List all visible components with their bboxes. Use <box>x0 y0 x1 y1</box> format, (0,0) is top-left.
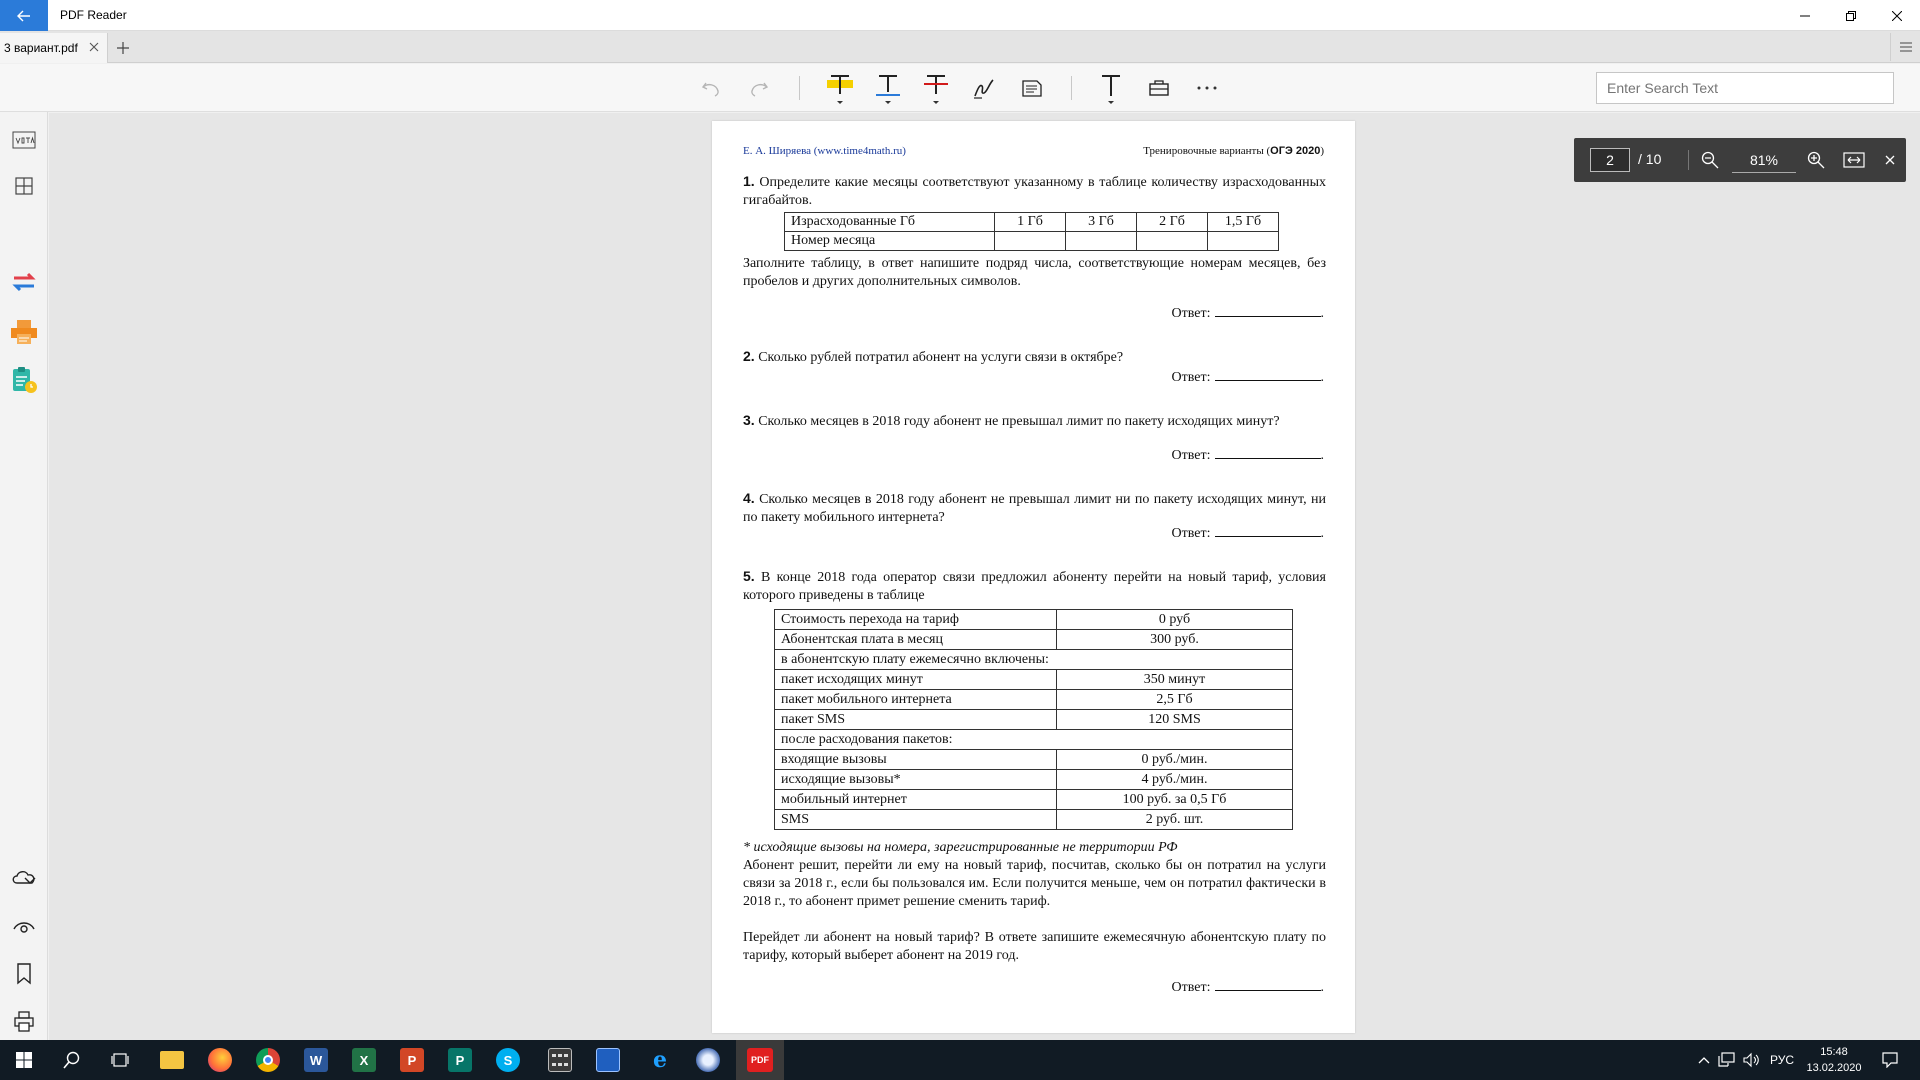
close-icon <box>1885 155 1895 165</box>
question-5-paragraph-2: Перейдет ли абонент на новый тариф? В ответе запишите ежемесячную абонентскую плату по тарифу, который выберет абонент на 2019 год. <box>743 930 1326 963</box>
print-tool-button[interactable] <box>6 314 42 350</box>
back-button[interactable] <box>0 0 48 31</box>
table-cell: входящие вызовы <box>775 750 1057 770</box>
months-table <box>784 212 1279 251</box>
tab-strip <box>0 31 1920 63</box>
taskbar-app[interactable] <box>684 1040 732 1080</box>
taskbar-chrome[interactable] <box>244 1040 292 1080</box>
table-cell: Абонентская плата в месяц <box>775 630 1057 650</box>
taskbar-skype[interactable] <box>484 1040 532 1080</box>
zoom-in-icon <box>1807 151 1825 169</box>
more-icon <box>1195 85 1219 91</box>
strikethrough-button[interactable] <box>918 70 954 106</box>
table-cell: мобильный интернет <box>775 790 1057 810</box>
table-cell: 2 руб. шт. <box>1057 810 1293 830</box>
left-rail <box>0 112 48 1040</box>
question-text: Сколько месяцев в 2018 году абонент не превышал лимит ни по пакету исходящих минут, ни по пакету мобильного интернета? <box>743 492 1326 525</box>
volume-button[interactable] <box>1740 1040 1762 1080</box>
question-text: Сколько рублей потратил абонент на услуги связи в октябре? <box>754 350 1124 365</box>
powerpoint-icon: P <box>400 1048 424 1072</box>
clipboard-clock-icon <box>10 365 38 395</box>
zoom-out-icon <box>1701 151 1719 169</box>
word-icon: W <box>304 1048 328 1072</box>
print-button[interactable] <box>6 1004 42 1040</box>
question-1 <box>743 172 1326 210</box>
pdf-page <box>712 121 1355 1033</box>
speaker-icon <box>1742 1052 1760 1068</box>
taskbar-powerpoint[interactable] <box>388 1040 436 1080</box>
firefox-icon <box>208 1048 232 1072</box>
question-number: 2. <box>743 348 755 364</box>
table-cell: 1 Гб <box>995 213 1066 232</box>
tray-expand-button[interactable] <box>1694 1040 1714 1080</box>
bookmarks-panel-button[interactable] <box>6 122 42 158</box>
chart-app-icon <box>596 1048 620 1072</box>
table-row <box>775 810 1293 830</box>
page-header-author: Е. А. Ширяева (www.time4math.ru) <box>743 145 906 157</box>
document-viewer[interactable] <box>49 113 1920 1040</box>
search-input[interactable] <box>1597 73 1893 103</box>
toolbar <box>0 64 1920 112</box>
skype-icon: S <box>496 1048 520 1072</box>
question-text: Определите какие месяцы соответствуют указанному в таблице количеству израсходованных гигабайтов. <box>743 175 1326 208</box>
ink-button[interactable] <box>966 70 1002 106</box>
question-number: 5. <box>743 568 755 584</box>
arrow-left-icon <box>17 10 31 22</box>
close-navigator-button[interactable] <box>1876 146 1904 174</box>
windows-logo-icon <box>16 1052 32 1068</box>
question-3 <box>743 411 1326 431</box>
page-navigator <box>1574 138 1906 182</box>
taskbar-calculator[interactable] <box>536 1040 584 1080</box>
answer-label: Ответ: <box>1171 526 1211 541</box>
note-button[interactable] <box>1014 70 1050 106</box>
table-cell: в абонентскую плату ежемесячно включены: <box>775 650 1293 670</box>
taskbar-firefox[interactable] <box>196 1040 244 1080</box>
eye-icon <box>12 917 36 935</box>
task-view-button[interactable] <box>96 1040 144 1080</box>
underline-button[interactable] <box>870 70 906 106</box>
underline-text-icon <box>873 70 903 106</box>
fit-width-icon <box>1843 152 1865 168</box>
toolbar-separator <box>1071 76 1072 100</box>
answer-line: Ответ: . <box>1171 306 1324 321</box>
toolbar-separator <box>799 76 800 100</box>
header-title-suffix: ) <box>1320 145 1324 157</box>
taskbar-word[interactable] <box>292 1040 340 1080</box>
table-cell: 120 SMS <box>1057 710 1293 730</box>
bookmark-button[interactable] <box>6 956 42 992</box>
table-row <box>775 630 1293 650</box>
page-total: / 10 <box>1638 151 1662 167</box>
taskbar <box>0 1040 1920 1080</box>
cloud-button[interactable] <box>6 860 42 896</box>
table-row <box>775 710 1293 730</box>
convert-arrows-icon <box>10 268 38 296</box>
table-cell: 350 минут <box>1057 670 1293 690</box>
excel-icon: X <box>352 1048 376 1072</box>
grid-icon <box>15 177 33 195</box>
table-cell: 0 руб <box>1057 610 1293 630</box>
answer-label: Ответ: <box>1171 306 1211 321</box>
restore-button[interactable] <box>1828 0 1874 31</box>
table-cell: Стоимость перехода на тариф <box>775 610 1057 630</box>
calculator-icon <box>548 1048 572 1072</box>
table-cell: 300 руб. <box>1057 630 1293 650</box>
taskbar-pdf-reader[interactable] <box>736 1040 784 1080</box>
tariff-table <box>774 609 1293 830</box>
search-icon <box>63 1051 81 1069</box>
app-icon <box>696 1048 720 1072</box>
search-taskbar-button[interactable] <box>48 1040 96 1080</box>
pdf-icon: PDF <box>747 1048 773 1072</box>
answer-blank <box>1215 369 1321 381</box>
text-icon <box>1096 70 1126 106</box>
table-cell <box>1208 232 1279 251</box>
answer-label: Ответ: <box>1171 448 1211 463</box>
more-button[interactable] <box>1189 70 1225 106</box>
table-cell: 3 Гб <box>1066 213 1137 232</box>
answer-blank <box>1215 979 1321 991</box>
table-row <box>775 610 1293 630</box>
table-cell: после расходования пакетов: <box>775 730 1293 750</box>
zoom-out-button[interactable] <box>1696 146 1724 174</box>
list-icon <box>1899 41 1913 53</box>
taskbar-edge[interactable] <box>636 1040 684 1080</box>
nav-separator <box>1688 150 1689 170</box>
question-4 <box>743 489 1326 527</box>
table-cell: 2 Гб <box>1137 213 1208 232</box>
tab-close-icon[interactable] <box>87 40 101 54</box>
highlight-text-icon <box>825 70 855 106</box>
note-icon <box>1020 76 1044 100</box>
question-2 <box>743 347 1326 367</box>
question-1-instruction: Заполните таблицу, в ответ напишите подряд числа, соответствующие номерам месяцев, без пробелов и других дополнительных символов. <box>743 256 1326 289</box>
chrome-icon <box>256 1048 280 1072</box>
question-text: В конце 2018 года оператор связи предложил абоненту перейти на новый тариф, условия которого приведены в таблице <box>743 570 1326 603</box>
table-row <box>775 650 1293 670</box>
highlight-button[interactable] <box>822 70 858 106</box>
undo-button[interactable] <box>693 70 729 106</box>
table-cell: исходящие вызовы* <box>775 770 1057 790</box>
answer-blank <box>1215 447 1321 459</box>
start-button[interactable] <box>0 1040 48 1080</box>
pen-icon <box>972 76 996 100</box>
answer-line: Ответ: . <box>1171 980 1324 995</box>
minimize-button[interactable] <box>1782 0 1828 31</box>
printer-icon <box>9 318 39 346</box>
page-number-input[interactable]: 2 <box>1590 148 1630 172</box>
table-row <box>775 690 1293 710</box>
table-row <box>775 730 1293 750</box>
question-number: 3. <box>743 412 755 428</box>
table-cell: SMS <box>775 810 1057 830</box>
chevron-up-icon <box>1698 1056 1710 1064</box>
task-view-icon <box>111 1052 129 1068</box>
new-tab-button[interactable] <box>112 37 134 59</box>
answer-blank <box>1215 525 1321 537</box>
strikethrough-text-icon <box>921 70 951 106</box>
table-cell: пакет SMS <box>775 710 1057 730</box>
fit-width-button[interactable] <box>1840 146 1868 174</box>
close-button[interactable] <box>1874 0 1920 31</box>
app-title: PDF Reader <box>60 8 127 22</box>
table-cell: пакет исходящих минут <box>775 670 1057 690</box>
answer-line: Ответ: . <box>1171 526 1324 541</box>
notifications-button[interactable] <box>1870 1040 1910 1080</box>
search-box[interactable] <box>1596 72 1894 104</box>
tab-label: 3 вариант.pdf <box>4 41 78 55</box>
table-row <box>775 790 1293 810</box>
thumbnails-button[interactable] <box>6 168 42 204</box>
clock-time: 15:48 <box>1820 1046 1848 1058</box>
question-number: 4. <box>743 490 755 506</box>
table-cell <box>1137 232 1208 251</box>
stamp-button[interactable] <box>1141 70 1177 106</box>
answer-label: Ответ: <box>1171 980 1211 995</box>
minimize-icon <box>1800 11 1810 21</box>
table-cell: 4 руб./мин. <box>1057 770 1293 790</box>
network-icon <box>1718 1052 1736 1068</box>
question-number: 1. <box>743 173 755 189</box>
network-button[interactable] <box>1716 1040 1738 1080</box>
read-mode-button[interactable] <box>6 908 42 944</box>
stamp-icon <box>1147 76 1171 100</box>
footnote: * исходящие вызовы на номера, зарегистрированные не территории РФ <box>743 840 1178 855</box>
table-cell: 1,5 Гб <box>1208 213 1279 232</box>
taskbar-monitor-app[interactable] <box>584 1040 632 1080</box>
redo-button[interactable] <box>741 70 777 106</box>
page-header-title <box>1143 142 1324 160</box>
bookmark-icon <box>16 963 32 985</box>
table-row <box>775 670 1293 690</box>
undo-icon <box>700 77 722 99</box>
taskbar-publisher[interactable] <box>436 1040 484 1080</box>
zoom-level[interactable]: 81% <box>1732 149 1796 173</box>
language-indicator[interactable]: РУС <box>1769 1053 1795 1067</box>
tasks-button[interactable] <box>6 362 42 398</box>
print-icon <box>13 1011 35 1033</box>
taskbar-explorer[interactable] <box>148 1040 196 1080</box>
question-5-paragraph-1: Абонент решит, перейти ли ему на новый тариф, посчитав, сколько бы он потратил на услуги связи за 2018 г., если бы пользовался им. Если получится меньше, чем он потратил фактически в 2018 г., то абонент примет решение сменить тариф. <box>743 858 1326 909</box>
folder-icon <box>160 1051 184 1069</box>
redo-icon <box>748 77 770 99</box>
cloud-sync-icon <box>10 867 38 889</box>
table-cell: 100 руб. за 0,5 Гб <box>1057 790 1293 810</box>
close-icon <box>1892 11 1902 21</box>
table-row <box>785 232 1279 251</box>
table-cell <box>995 232 1066 251</box>
answer-line: Ответ: . <box>1171 370 1324 385</box>
notification-icon <box>1882 1052 1898 1068</box>
document-tab[interactable] <box>0 33 108 63</box>
system-clock[interactable] <box>1806 1044 1862 1076</box>
answer-label: Ответ: <box>1171 370 1211 385</box>
restore-icon <box>1846 11 1856 21</box>
convert-button[interactable] <box>6 264 42 300</box>
plus-icon <box>116 41 130 55</box>
table-row <box>775 770 1293 790</box>
table-cell <box>1066 232 1137 251</box>
tab-list-button[interactable] <box>1890 33 1920 61</box>
table-row <box>775 750 1293 770</box>
answer-blank <box>1215 305 1321 317</box>
table-cell: Израсходованные Гб <box>785 213 995 232</box>
question-text: Сколько месяцев в 2018 году абонент не превышал лимит по пакету исходящих минут? <box>754 414 1280 429</box>
question-5 <box>743 567 1326 605</box>
header-title-bold: ОГЭ 2020 <box>1270 145 1321 157</box>
table-cell: пакет мобильного интернета <box>775 690 1057 710</box>
add-text-button[interactable] <box>1093 70 1129 106</box>
table-cell: Номер месяца <box>785 232 995 251</box>
table-row <box>785 213 1279 232</box>
publisher-icon: P <box>448 1048 472 1072</box>
answer-line: Ответ: . <box>1171 448 1324 463</box>
table-cell: 0 руб./мин. <box>1057 750 1293 770</box>
outline-icon <box>12 131 36 149</box>
header-title-prefix: Тренировочные варианты ( <box>1143 145 1271 157</box>
zoom-in-button[interactable] <box>1802 146 1830 174</box>
title-bar <box>0 0 1920 31</box>
taskbar-excel[interactable] <box>340 1040 388 1080</box>
edge-icon: e <box>653 1047 667 1073</box>
table-cell: 2,5 Гб <box>1057 690 1293 710</box>
clock-date: 13.02.2020 <box>1806 1062 1862 1074</box>
